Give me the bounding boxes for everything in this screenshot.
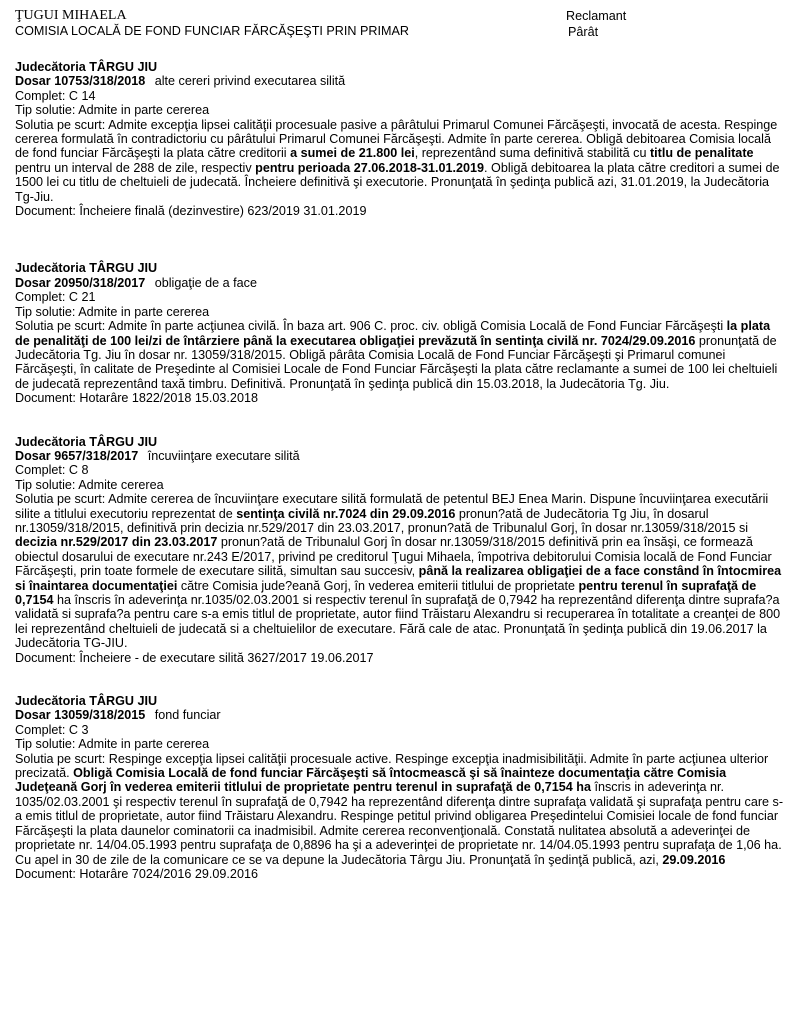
dosar-number: Dosar 13059/318/2015 <box>15 708 146 723</box>
court-name: Judecătoria TÂRGU JIU <box>15 60 158 74</box>
complet: Complet: C 14 <box>15 88 96 103</box>
court-name: Judecătoria TÂRGU JIU <box>15 261 158 276</box>
case-entry <box>15 60 785 218</box>
document-ref: Document: Hotarâre 7024/2016 29.09.2016 <box>15 866 258 881</box>
solution-type: Tip solutie: Admite cererea <box>15 477 164 492</box>
complet: Complet: C 3 <box>15 722 89 737</box>
dosar-line <box>15 276 785 290</box>
case-object: obligaţie de a face <box>154 275 257 290</box>
solution-summary: Solutia pe scurt: Admite în parte acţiunea civilă. În baza art. 906 C. proc. civ. obligă Comisia Locală de Fond Funciar Fărcăşeşti la plata de penalităţi de 100 lei/zi de întârziere până la executarea obligaţiei prevăzută în sentinţa civilă nr. 7024/29.09.2016 pronunţată de Judecătoria Tg. Jiu în dosar nr. 13059/318/2015. Obligă pârâta Comisia Locală de Fond Funciar Fărcăşeşti şi Primarul comunei Fărcăşeşti, în calitate de Preşedinte al Comisiei Locale de Fond Funciar Fărcăşeşti la plata către reclamante a sumei de 100 lei cheltuieli de judecată reprezentând taxă timbru. Definitivă. Pronunţată în şedinţa publică din 15.03.2018, la Judecătoria Tg. Jiu. <box>15 319 778 391</box>
complet: Complet: C 8 <box>15 463 89 478</box>
case-object: alte cereri privind executarea silită <box>154 74 346 89</box>
case-object: încuviinţare executare silită <box>147 448 300 463</box>
solution-summary: Solutia pe scurt: Admite cererea de încuviinţare executare silită formulată de petentul BEJ Enea Marin. Dispune încuviinţarea executării silite a titlului executoriu reprezentat de sentinţa civilă nr.7024 din 29.09.2016 pronun?ată de Judecătoria Tg Jiu, în dosarul nr.13059/318/2015, definitivă prin decizia nr.529/2017 din 23.03.2017, pronun?ată de Tribunalul Gorj, în dosar nr.13059/318/2015 si decizia nr.529/2017 din 23.03.2017 pronun?ată de Tribunalul Gorj în dosar nr.13059/318/2015 definitivă prin ea însăşi, ce formează obiectul dosarului de executare nr.243 E/2017, privind pe creditorul Ţugui Mihaela, împotriva debitorului Comisia locală de Fond Funciar Fărcăşeşti, prin toate formele de executare silită, simultan sau succesiv, până la realizarea obligaţiei de a face constând în întocmirea si înaintarea documentaţiei către Comisia jude?eană Gorj, în vederea emiterii titlului de proprietate pentru terenul în suprafaţă de 0,7154 ha înscris în adeverinţa nr.1035/02.03.2001 si respectiv terenul în suprafaţă de 0,7942 ha reprezentând diferenţa dintre suprafa?a validată si suprafa?a pentru care s-a emis titlul de proprietate, autor fiind Trăistaru Alexandru si recuperarea în totalitate a creanţei de 800 lei reprezentând cheltuieli de judecată si a cheltuielilor de executare. Fără cale de atac. Pronunţată în şedinţa publică din 19.06.2017 la Judecătoria TG-JIU. <box>15 492 782 651</box>
court-name: Judecătoria TÂRGU JIU <box>15 434 158 449</box>
case-entry <box>15 694 785 881</box>
plaintiff-role: Reclamant <box>566 9 627 23</box>
case-entry <box>15 261 785 405</box>
dosar-line <box>15 708 785 722</box>
document-ref: Document: Încheiere - de executare silită 3627/2017 19.06.2017 <box>15 650 374 665</box>
case-entry <box>15 435 785 666</box>
solution-type: Tip solutie: Admite in parte cererea <box>15 737 210 752</box>
solution-type: Tip solutie: Admite in parte cererea <box>15 304 210 319</box>
dosar-number: Dosar 10753/318/2018 <box>15 74 146 89</box>
defendant-name: COMISIA LOCALĂ DE FOND FUNCIAR FĂRCĂŞEŞTI PRIN PRIMAR <box>15 24 409 38</box>
document-ref: Document: Încheiere finală (dezinvestire) 623/2019 31.01.2019 <box>15 204 367 219</box>
solution-type: Tip solutie: Admite in parte cererea <box>15 103 210 118</box>
dosar-number: Dosar 20950/318/2017 <box>15 275 146 290</box>
court-name: Judecătoria TÂRGU JIU <box>15 694 158 709</box>
document-page <box>15 8 785 881</box>
parties-header <box>15 8 785 40</box>
defendant-role: Pârât <box>568 25 599 39</box>
solution-summary: Solutia pe scurt: Respinge excepţia lipsei calităţii procesuale active. Respinge excepţia inadmisibilităţii. Admite în parte acţiunea ulterior precizată. Obligă Comisia Locală de fond funciar Fărcăşeşti să întocmească şi să înainteze documentaţia către Comisia Judeţeană Gorj în vederea emiterii titlului de proprietate pentru terenul in suprafaţă de 0,7154 ha înscris in adeverinţa nr. 1035/02.03.2001 şi respectiv terenul în suprafaţă de 0,7942 ha reprezentând diferenţa dintre suprafaţa validată şi suprafaţa pentru care s-a emis titlul de proprietate, autor fiind Trăistaru Alexandru. Respinge petitul privind obligarea Preşedintelui Comisiei locale de fond funciar Fărcăşeşti la plata daunelor cominatorii ca inadmisibil. Admite cererea reconvenţională. Constată nulitatea absolută a adeverinţei de proprietate nr. 14/04.05.1993 pentru suprafaţa de 0,8896 ha şi a adeverinţei de proprietate nr. 14/04.05.1993 pentru suprafaţa de 1,06 ha. Cu apel in 30 de zile de la comunicare ce se va depune la Judecătoria Târgu Jiu. Pronunţată în şedinţă publică, azi, 29.09.2016 <box>15 751 784 867</box>
case-object: fond funciar <box>154 708 221 723</box>
dosar-line <box>15 449 785 463</box>
solution-summary: Solutia pe scurt: Admite excepţia lipsei calităţii procesuale pasive a pârâtului Primarul Comunei Fărcăşeşti, invocată de acesta. Respinge cererea formulată în contradictoriu cu pârâtului Primarul Comunei Fărcăşeşti. Admite în parte cererea. Obligă debitoarea Comisia locală de fond funciar Fărcăşeşti la plata către creditorii a sumei de 21.800 lei, reprezentând suma definitivă stabilită cu titlu de penalitate pentru un interval de 288 de zile, respectiv pentru perioada 27.06.2018-31.01.2019. Obligă debitoarea la plata către creditori a sumei de 1500 lei cu titlu de cheltuieli de judecată. Încheiere definitivă şi executorie. Pronunţată în şedinţa publică azi, 31.01.2019, la Judecătoria Tg-Jiu. <box>15 117 780 204</box>
dosar-number: Dosar 9657/318/2017 <box>15 448 139 463</box>
document-ref: Document: Hotarâre 1822/2018 15.03.2018 <box>15 391 258 406</box>
dosar-line <box>15 74 785 88</box>
complet: Complet: C 21 <box>15 290 96 305</box>
plaintiff-name: ŢUGUI MIHAELA <box>15 8 127 23</box>
